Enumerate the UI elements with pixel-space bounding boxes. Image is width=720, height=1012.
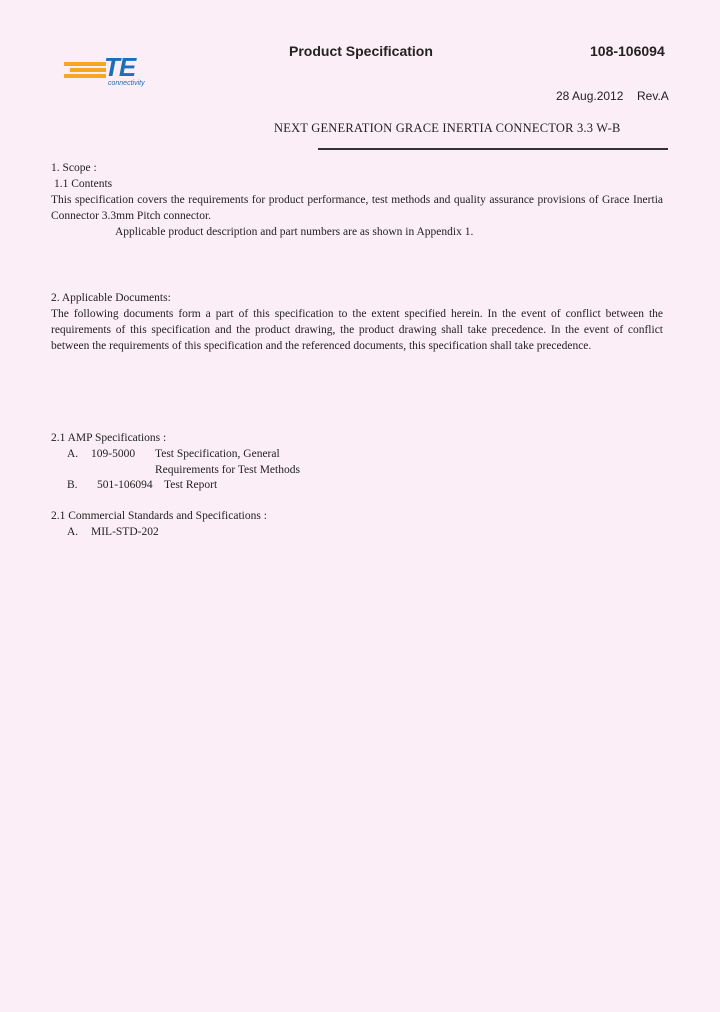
te-logo-text: TE <box>104 52 136 82</box>
list-item-code: 109-5000 <box>91 448 136 460</box>
list-item-desc: Test Report <box>164 479 218 491</box>
section1-subheading: 1.1 Contents <box>54 178 113 190</box>
section1-paragraph: This specification covers the requirements for product performance, test methods and quality assurance provisions of Grace Inertia Connector 3.3mm Pitch connector. <box>51 194 663 222</box>
list-item-code: 501-106094 <box>97 479 153 491</box>
list-item-label: A. <box>67 448 79 460</box>
document-title: NEXT GENERATION GRACE INERTIA CONNECTOR 3.3 W-B <box>274 121 621 135</box>
te-logo-subtext: connectivity <box>108 80 145 87</box>
list-item-label: B. <box>67 479 78 491</box>
title-underline <box>318 148 668 150</box>
doc-date: 28 Aug.2012 <box>556 89 624 103</box>
section2-paragraph: The following documents form a part of this specification to the extent specified herein. In the event of conflict between the requirements of this specification and the product drawing, the product drawing shall take precedence. In the event of conflict between the requirements of this specification and the referenced documents, this specification shall take precedence. <box>51 308 663 352</box>
section2-heading: 2. Applicable Documents: <box>51 292 171 304</box>
list-item-label: A. <box>67 526 79 538</box>
section21-heading: 2.1 AMP Specifications : <box>51 432 167 444</box>
doc-revision: Rev.A <box>637 89 669 103</box>
section1-note: Applicable product description and part numbers are as shown in Appendix 1. <box>115 226 474 238</box>
list-item-code: MIL-STD-202 <box>91 526 159 538</box>
section1-heading: 1. Scope : <box>51 162 97 174</box>
page-title: Product Specification <box>289 43 433 59</box>
list-item-desc2: Requirements for Test Methods <box>155 464 300 476</box>
doc-number: 108-106094 <box>590 43 665 59</box>
section21b-heading: 2.1 Commercial Standards and Specifications : <box>51 510 267 522</box>
list-item-desc: Test Specification, General <box>155 448 280 460</box>
